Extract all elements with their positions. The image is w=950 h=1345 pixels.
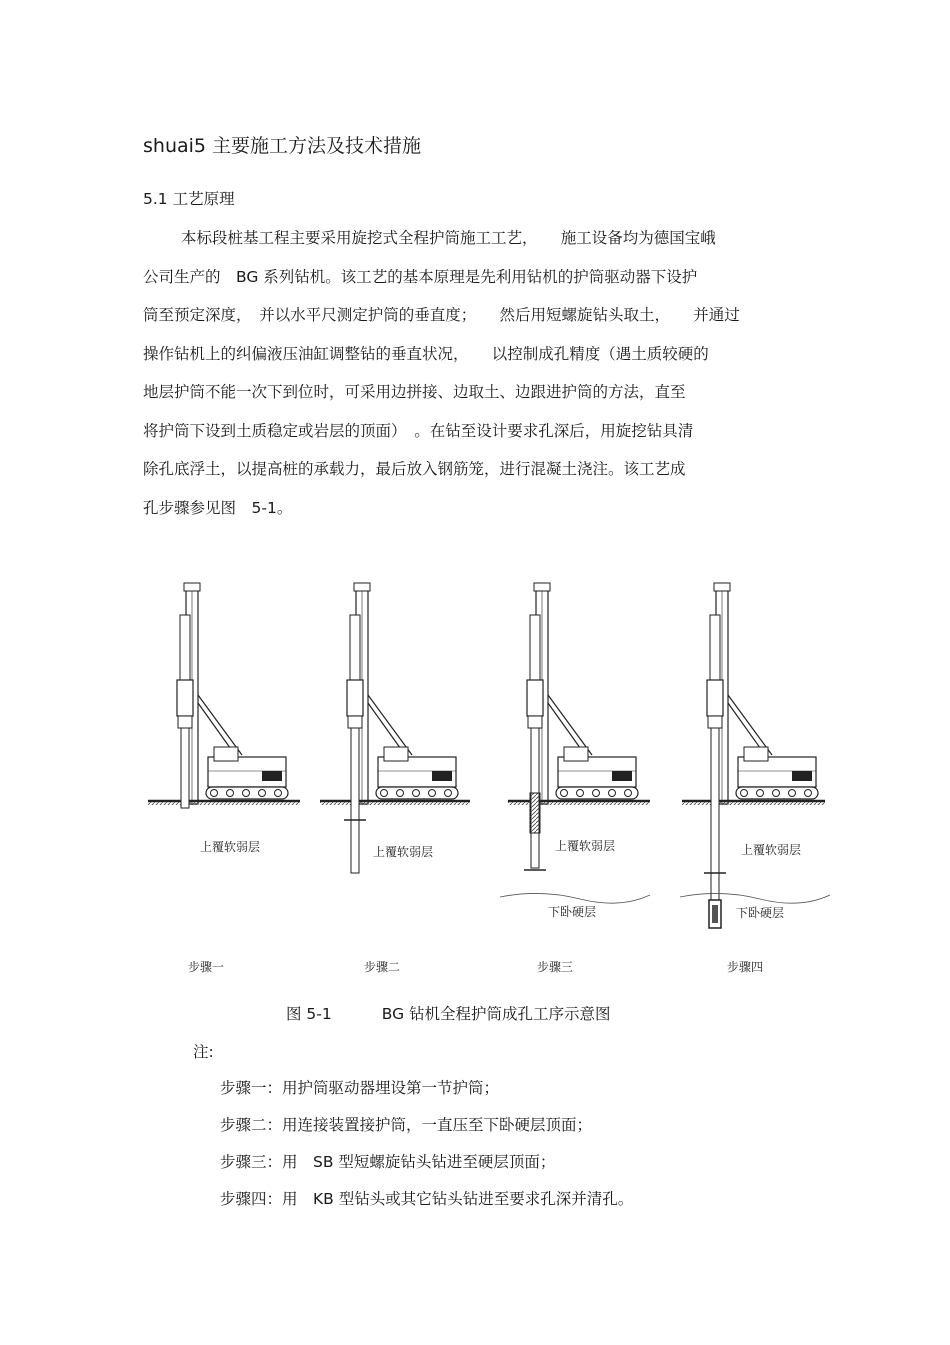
- note-item: 步骤二：用连接装置接护筒，一直压至下卧硬层顶面；: [220, 1116, 593, 1134]
- note-item: 步骤四：用 KB 型钻头或其它钻头钻进至要求孔深并清孔。: [220, 1190, 634, 1208]
- paragraph-line: 孔步骤参见图 5-1。: [143, 498, 293, 517]
- principle-paragraph: [143, 223, 823, 531]
- step-label-1: 步骤一: [188, 960, 225, 974]
- paragraph-line: 公司生产的 BG 系列钻机。该工艺的基本原理是先利用钻机的护筒驱动器下设护: [143, 267, 698, 286]
- notes-label: 注:: [193, 1043, 214, 1061]
- layer-hard-label-4: 下卧硬层: [736, 906, 785, 920]
- figure-caption: [286, 1002, 611, 1024]
- section-title: shuai5 主要施工方法及技术措施: [143, 135, 422, 157]
- step-label-3: 步骤三: [537, 960, 574, 974]
- drilling-steps-figure: [140, 565, 830, 985]
- paragraph-line: 本标段桩基工程主要采用旋挖式全程护筒施工工艺， 施工设备均为德国宝峨: [181, 229, 716, 247]
- rig-step-4: [680, 583, 830, 928]
- layer-soft-label-2: 上覆软弱层: [373, 845, 434, 859]
- notes-list: [220, 1070, 633, 1218]
- note-item: 步骤一：用护筒驱动器埋设第一节护筒；: [220, 1079, 500, 1097]
- layer-soft-label-4: 上覆软弱层: [741, 843, 802, 857]
- caption-text: BG 钻机全程护筒成孔工序示意图: [381, 1005, 611, 1023]
- note-item: 步骤三：用 SB 型短螺旋钻头钻进至硬层顶面；: [220, 1153, 556, 1171]
- rig-step-3: [500, 583, 650, 903]
- layer-soft-label-3: 上覆软弱层: [555, 839, 616, 853]
- rig-step-2: [320, 583, 470, 873]
- caption-number: 图 5-1: [286, 1005, 332, 1023]
- step-label-2: 步骤二: [364, 960, 401, 974]
- rig-step-1: [148, 583, 300, 808]
- paragraph-line: 除孔底浮土，以提高桩的承载力，最后放入钢筋笼，进行混凝土浇注。该工艺成: [143, 460, 686, 478]
- subsection-title: 5.1 工艺原理: [143, 190, 235, 208]
- layer-soft-label-1: 上覆软弱层: [200, 840, 261, 854]
- paragraph-line: 筒至预定深度， 并以水平尺测定护筒的垂直度； 然后用短螺旋钻头取土， 并通过: [143, 306, 740, 324]
- paragraph-line: 将护筒下设到土质稳定或岩层的顶面） 。在钻至设计要求孔深后，用旋挖钻具清: [143, 421, 694, 440]
- step-label-4: 步骤四: [727, 960, 764, 974]
- paragraph-line: 操作钻机上的纠偏液压油缸调整钻的垂直状况， 以控制成孔精度（遇土质较硬的: [143, 344, 709, 363]
- paragraph-line: 地层护筒不能一次下到位时，可采用边拼接、边取土、边跟进护筒的方法，直至: [143, 383, 686, 401]
- layer-hard-label-3: 下卧硬层: [548, 905, 597, 919]
